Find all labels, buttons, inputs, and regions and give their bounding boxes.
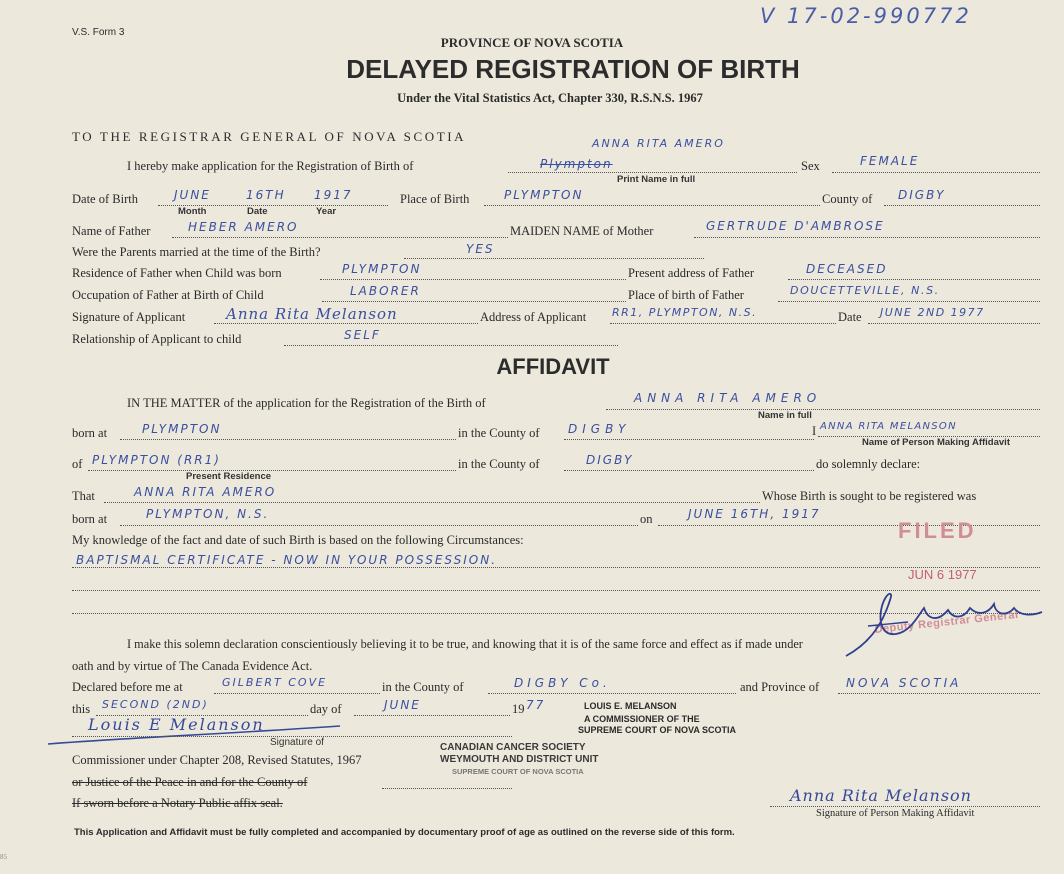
father-pob-value: DOUCETTEVILLE, N.S. — [790, 284, 940, 297]
i-label: I — [812, 424, 817, 438]
born-at-value: PLYMPTON — [142, 422, 222, 436]
registrar-stamp: Deputy Registrar General — [874, 608, 1020, 636]
county-line-2 — [564, 439, 814, 440]
dob-month: JUNE — [174, 188, 211, 202]
that-line — [104, 502, 760, 503]
occupation-value: LABORER — [350, 284, 421, 298]
cancer-stamp-line2: WEYMOUTH AND DISTRICT UNIT — [440, 754, 599, 765]
date-label: Date — [838, 310, 862, 324]
born-at-label: born at — [72, 426, 108, 440]
on-value: JUNE 16TH, 1917 — [688, 507, 821, 521]
father-pob-line — [778, 301, 1040, 302]
pob-label: Place of Birth — [400, 192, 470, 206]
county-line-3 — [564, 470, 814, 471]
applicant-affidavit-signature: Anna Rita Melanson — [790, 786, 972, 805]
father-value: HEBER AMERO — [188, 220, 299, 234]
residence-caption: Present Residence — [186, 471, 272, 482]
cancer-stamp-line3: SUPREME COURT OF NOVA SCOTIA — [452, 767, 584, 776]
born-at-label-2: born at — [72, 512, 108, 526]
married-line — [404, 258, 704, 259]
born-at-value-2: PLYMPTON, N.S. — [146, 507, 270, 521]
mother-label: MAIDEN NAME of Mother — [510, 224, 654, 238]
declared-value: GILBERT COVE — [222, 676, 328, 689]
county-line-4 — [488, 693, 736, 694]
signature-of-caption: Signature of — [270, 737, 324, 748]
county-label: County of — [822, 192, 873, 206]
province-value: NOVA SCOTIA — [846, 676, 962, 690]
county-value: DIGBY — [898, 188, 946, 202]
corner-mark: 85 — [0, 853, 7, 861]
matter-caption: Name in full — [758, 410, 812, 421]
of-label: of — [72, 457, 83, 471]
applicant-name-value: ANNA RITA AMERO — [592, 137, 725, 150]
person-caption: Name of Person Making Affidavit — [862, 437, 1010, 448]
relationship-line — [284, 345, 618, 346]
of-value: PLYMPTON (RR1) — [92, 453, 221, 467]
solemn-line-1: I make this solemn declaration conscientiously believing it to be true, and knowing that it is of the same force and effect as if made under — [127, 637, 803, 651]
present-address-line — [788, 279, 1040, 280]
married-value: YES — [466, 242, 495, 256]
father-pob-label: Place of birth of Father — [628, 288, 744, 302]
province-line — [838, 693, 1040, 694]
solemn-line-2: oath and by virtue of The Canada Evidence Act. — [72, 659, 313, 673]
commissioner-stamp-line3: SUPREME COURT OF NOVA SCOTIA — [578, 725, 737, 735]
cancer-stamp-line1: CANADIAN CANCER SOCIETY — [440, 742, 586, 753]
year-caption: Year — [316, 206, 337, 217]
circumstances-line-1 — [72, 567, 1040, 568]
county-label-2: in the County of — [458, 426, 540, 440]
commissioner-stamp-name: LOUIS E. MELANSON — [584, 701, 677, 711]
county-line — [884, 205, 1040, 206]
residence-label: Residence of Father when Child was born — [72, 266, 282, 280]
declared-line — [214, 693, 380, 694]
present-address-value: DECEASED — [806, 262, 888, 276]
commissioner-label: Commissioner under Chapter 208, Revised Statutes, 1967 — [72, 753, 362, 767]
day-of-value: JUNE — [384, 698, 421, 712]
date-value: JUNE 2ND 1977 — [880, 306, 985, 319]
date-line — [868, 323, 1040, 324]
on-label: on — [640, 512, 653, 526]
footer-note: This Application and Affidavit must be fully completed and accompanied by documentary proof of age as outlined on the reverse side of this form. — [74, 827, 735, 838]
day-of-line — [354, 715, 510, 716]
registrar-heading: TO THE REGISTRAR GENERAL OF NOVA SCOTIA — [72, 129, 467, 144]
province-label: and Province of — [740, 680, 820, 694]
whose-label: Whose Birth is sought to be registered was — [762, 489, 977, 503]
dob-label: Date of Birth — [72, 192, 138, 206]
year-prefix: 19 — [512, 702, 525, 716]
struck-name: Plympton — [540, 157, 613, 171]
applicant-signature-label: Signature of Applicant — [72, 310, 186, 324]
county-value-3: DIGBY — [586, 453, 634, 467]
dob-year: 1917 — [314, 188, 353, 202]
applicant-affidavit-caption: Signature of Person Making Affidavit — [816, 808, 975, 819]
pob-line — [484, 205, 820, 206]
applicant-address-label: Address of Applicant — [480, 310, 587, 324]
commissioner-stamp — [578, 701, 737, 736]
relationship-label: Relationship of Applicant to child — [72, 332, 242, 346]
dob-date: 16TH — [246, 188, 286, 202]
relationship-value: SELF — [344, 328, 381, 342]
sex-line — [832, 172, 1040, 173]
month-caption: Month — [178, 206, 207, 217]
county-value-2: DIGBY — [568, 422, 631, 436]
matter-label: IN THE MATTER of the application for the Registration of the Birth of — [127, 396, 486, 410]
page-subtitle: Under the Vital Statistics Act, Chapter 330, R.S.N.S. 1967 — [397, 91, 703, 105]
on-line — [658, 525, 1040, 526]
born-at-line-2 — [120, 525, 638, 526]
residence-line — [320, 279, 626, 280]
applicant-signature-value: Anna Rita Melanson — [226, 305, 398, 323]
present-address-label: Present address of Father — [628, 266, 755, 280]
occupation-line — [322, 301, 626, 302]
that-label: That — [72, 489, 95, 503]
that-value: ANNA RITA AMERO — [134, 485, 277, 499]
applicant-signature-line — [214, 323, 478, 324]
name-line — [508, 172, 797, 173]
father-line — [172, 237, 508, 238]
day-of-label: day of — [310, 702, 342, 716]
sex-label: Sex — [801, 159, 820, 173]
pob-value: PLYMPTON — [504, 188, 584, 202]
sex-value: FEMALE — [860, 154, 920, 168]
married-label: Were the Parents married at the time of the Birth? — [72, 245, 321, 259]
justice-line — [382, 788, 512, 789]
file-number: V 17-02-990772 — [760, 4, 972, 28]
cancer-society-stamp — [440, 742, 599, 778]
affidavit-heading: AFFIDAVIT — [496, 354, 610, 379]
county-label-3: in the County of — [458, 457, 540, 471]
applicant-address-value: RR1, PLYMPTON, N.S. — [612, 306, 758, 319]
county-value-4: DIGBY Co. — [514, 676, 611, 690]
father-label: Name of Father — [72, 224, 151, 238]
applicant-affidavit-signature-line — [770, 806, 1040, 807]
mother-value: GERTRUDE D'AMBROSE — [706, 219, 885, 233]
circumstances-value: BAPTISMAL CERTIFICATE - NOW IN YOUR POSSESSION. — [76, 553, 498, 567]
knowledge-label: My knowledge of the fact and date of such Birth is based on the following Circumstances: — [72, 533, 524, 547]
residence-value: PLYMPTON — [342, 262, 422, 276]
applicant-address-line — [610, 323, 836, 324]
form-number: V.S. Form 3 — [72, 27, 125, 38]
page-title: DELAYED REGISTRATION OF BIRTH — [346, 54, 800, 84]
declare-label: do solemnly declare: — [816, 457, 921, 471]
year-value: 77 — [526, 698, 546, 712]
matter-line — [606, 409, 1040, 410]
registrar-signature — [838, 586, 1048, 662]
county-label-4: in the County of — [382, 680, 464, 694]
mother-line — [694, 237, 1040, 238]
commissioner-signature: Louis E Melanson — [88, 715, 265, 734]
commissioner-stamp-line2: A COMMISSIONER OF THE — [584, 714, 700, 724]
born-at-line — [120, 439, 456, 440]
person-value: ANNA RITA MELANSON — [820, 421, 957, 432]
filed-stamp: FILED — [898, 518, 977, 543]
this-label: this — [72, 702, 91, 716]
this-value: SECOND (2ND) — [102, 698, 209, 711]
declared-label: Declared before me at — [72, 680, 183, 694]
name-caption: Print Name in full — [617, 174, 696, 185]
of-line — [88, 470, 456, 471]
date-caption: Date — [247, 206, 268, 217]
intro-label: I hereby make application for the Registration of Birth of — [127, 159, 414, 173]
notary-label: If sworn before a Notary Public affix seal. — [72, 796, 283, 810]
justice-label: or Justice of the Peace in and for the County of — [72, 775, 308, 789]
occupation-label: Occupation of Father at Birth of Child — [72, 288, 264, 302]
province-heading: PROVINCE OF NOVA SCOTIA — [440, 35, 624, 50]
matter-value: ANNA RITA AMERO — [634, 391, 822, 405]
filed-date-stamp: JUN 6 1977 — [908, 567, 977, 582]
